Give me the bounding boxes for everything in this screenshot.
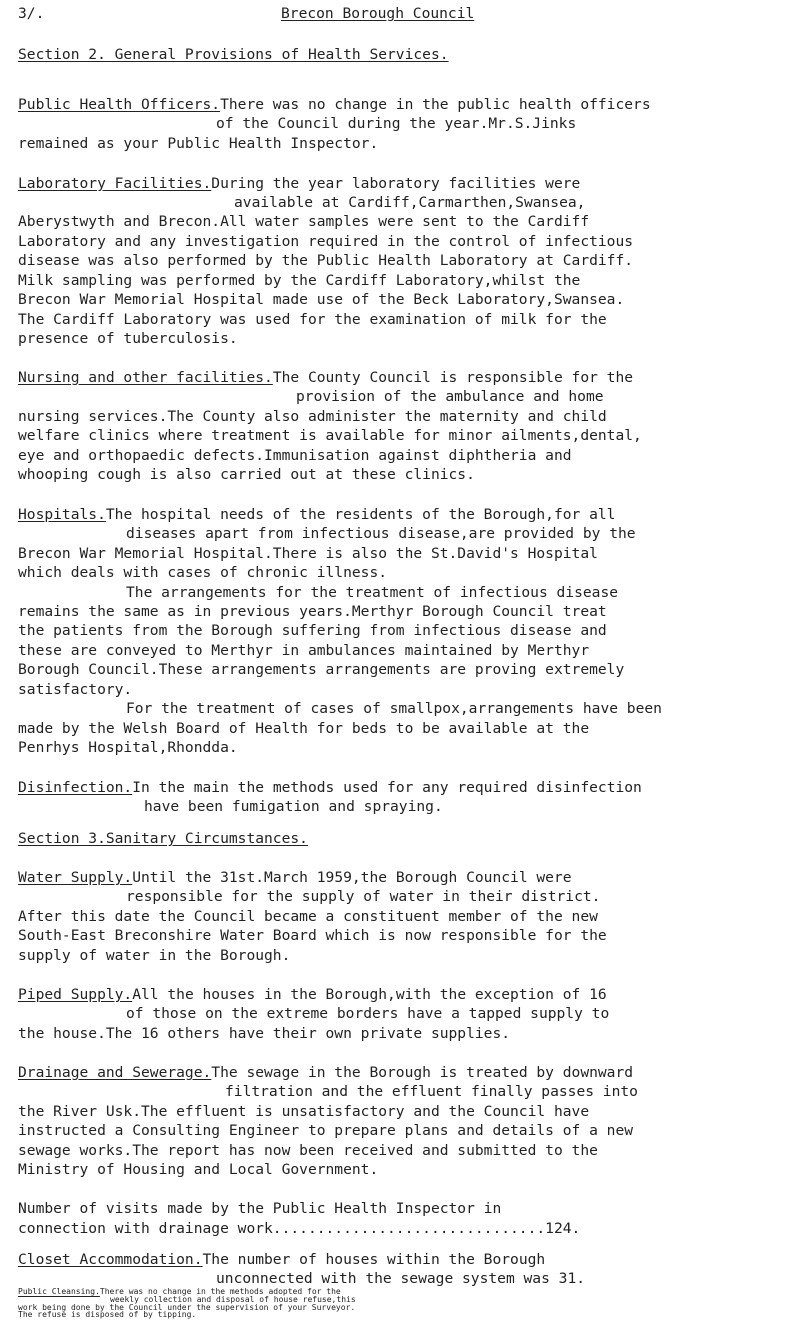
text-line: made by the Welsh Board of Health for beds to be available at the xyxy=(18,720,590,737)
text-line: Ministry of Housing and Local Government. xyxy=(18,1161,379,1178)
text-line: Until the 31st.March 1959,the Borough Council were xyxy=(132,869,572,886)
text-line: weekly collection and disposal of house refuse,this xyxy=(110,1295,356,1304)
text-line: Borough Council.These arrangements arrangements are proving extremely xyxy=(18,661,625,678)
text-line: work being done by the Council under the supervision of your Surveyor. xyxy=(18,1303,356,1312)
text-line: Milk sampling was performed by the Cardiff Laboratory,whilst the xyxy=(18,272,581,289)
paragraph-disinfection-first-line xyxy=(18,778,642,797)
text-line: presence of tuberculosis. xyxy=(18,330,238,347)
text-line: remains the same as in previous years.Merthyr Borough Council treat xyxy=(18,603,607,620)
text-line: Number of visits made by the Public Health Inspector in xyxy=(18,1200,502,1217)
text-line: Laboratory and any investigation required in the control of infectious xyxy=(18,233,634,250)
text-line: welfare clinics where treatment is available for minor ailments,dental, xyxy=(18,427,642,444)
text-line: South-East Breconshire Water Board which is now responsible for the xyxy=(18,927,607,944)
text-line: Penrhys Hospital,Rhondda. xyxy=(18,739,238,756)
text-line: have been fumigation and spraying. xyxy=(144,798,443,815)
section-2-heading: Section 2. General Provisions of Health Services. xyxy=(18,46,449,63)
text-line: There was no change in the public health officers xyxy=(220,96,651,113)
text-line: After this date the Council became a constituent member of the new xyxy=(18,908,598,925)
text-line: In the main the methods used for any required disinfection xyxy=(132,779,642,796)
paragraph-public-health-first-line xyxy=(18,95,651,114)
hospitals-heading: Hospitals. xyxy=(18,506,106,523)
paragraph-drainage-first-line xyxy=(18,1063,633,1082)
text-line: The sewage in the Borough is treated by downward xyxy=(211,1064,634,1081)
paragraph-laboratory-first-line xyxy=(18,174,580,193)
text-line: All the houses in the Borough,with the exception of 16 xyxy=(132,986,607,1003)
text-line: responsible for the supply of water in their district. xyxy=(126,888,601,905)
text-line: The County Council is responsible for the xyxy=(272,369,634,386)
text-line: which deals with cases of chronic illness. xyxy=(18,564,388,581)
text-line: provision of the ambulance and home xyxy=(296,388,604,405)
text-line: The refuse is disposed of by tipping. xyxy=(18,1310,197,1319)
text-line: nursing services.The County also administer the maternity and child xyxy=(18,408,607,425)
public-health-heading: Public Health Officers. xyxy=(18,96,221,113)
text-line: The hospital needs of the residents of the Borough,for all xyxy=(105,506,616,523)
text-line: Aberystwyth and Brecon.All water samples were sent to the Cardiff xyxy=(18,213,590,230)
text-line: Brecon War Memorial Hospital made use of the Beck Laboratory,Swansea. xyxy=(18,291,625,308)
water-supply-heading: Water Supply. xyxy=(18,869,133,886)
drainage-visits-count-line: connection with drainage work...............................124. xyxy=(18,1220,581,1237)
cleansing-heading: Public Cleansing. xyxy=(18,1287,100,1296)
text-line: There was no change in the methods adopted for the xyxy=(99,1287,341,1296)
text-line: The Cardiff Laboratory was used for the examination of milk for the xyxy=(18,311,607,328)
nursing-heading: Nursing and other facilities. xyxy=(18,369,273,386)
page-number: 3/. xyxy=(18,5,45,22)
text-line: Brecon War Memorial Hospital.There is also the St.David's Hospital xyxy=(18,545,598,562)
paragraph-piped-first-line xyxy=(18,985,607,1004)
text-line: disease was also performed by the Public Health Laboratory at Cardiff. xyxy=(18,252,634,269)
text-line: available at Cardiff,Carmarthen,Swansea, xyxy=(234,194,586,211)
text-line: diseases apart from infectious disease,are provided by the xyxy=(126,525,636,542)
closet-heading: Closet Accommodation. xyxy=(18,1251,203,1268)
text-line: the patients from the Borough suffering from infectious disease and xyxy=(18,622,607,639)
drainage-heading: Drainage and Sewerage. xyxy=(18,1064,212,1081)
paragraph-closet-first-line xyxy=(18,1250,545,1269)
text-line: During the year laboratory facilities were xyxy=(211,175,581,192)
text-line: remained as your Public Health Inspector. xyxy=(18,135,379,152)
piped-supply-heading: Piped Supply. xyxy=(18,986,133,1003)
text-line: filtration and the effluent finally passes into xyxy=(225,1083,638,1100)
text-line: The number of houses within the Borough xyxy=(202,1251,546,1268)
paragraph-water-first-line xyxy=(18,868,572,887)
text-line: The arrangements for the treatment of infectious disease xyxy=(126,584,619,601)
text-line: whooping cough is also carried out at these clinics. xyxy=(18,466,475,483)
text-line: of those on the extreme borders have a tapped supply to xyxy=(126,1005,610,1022)
disinfection-heading: Disinfection. xyxy=(18,779,133,796)
section-3-heading: Section 3.Sanitary Circumstances. xyxy=(18,830,308,847)
text-line: supply of water in the Borough. xyxy=(18,947,291,964)
text-line: instructed a Consulting Engineer to prepare plans and details of a new xyxy=(18,1122,634,1139)
text-line: sewage works.The report has now been received and submitted to the xyxy=(18,1142,598,1159)
text-line: eye and orthopaedic defects.Immunisation against diphtheria and xyxy=(18,447,572,464)
text-line: the River Usk.The effluent is unsatisfactory and the Council have xyxy=(18,1103,590,1120)
text-line: of the Council during the year.Mr.S.Jinks xyxy=(216,115,577,132)
council-title: Brecon Borough Council xyxy=(281,5,475,22)
text-line: the house.The 16 others have their own private supplies. xyxy=(18,1025,511,1042)
text-line: these are conveyed to Merthyr in ambulances maintained by Merthyr xyxy=(18,642,590,659)
paragraph-nursing-first-line xyxy=(18,368,633,387)
laboratory-heading: Laboratory Facilities. xyxy=(18,175,212,192)
paragraph-hospitals-first-line xyxy=(18,505,615,524)
text-line: unconnected with the sewage system was 31. xyxy=(216,1270,586,1287)
text-line: For the treatment of cases of smallpox,arrangements have been xyxy=(126,700,662,717)
text-line: satisfactory. xyxy=(18,681,133,698)
